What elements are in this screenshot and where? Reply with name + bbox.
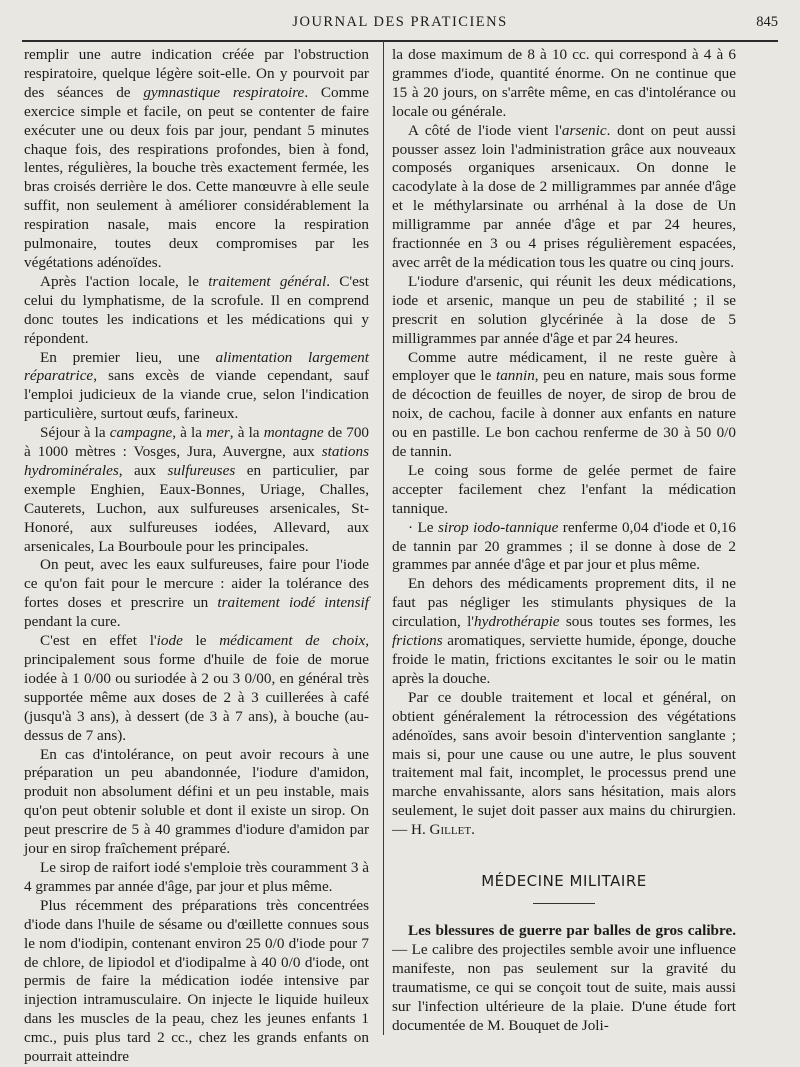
page-number: 845 xyxy=(756,14,778,30)
article-paragraph: Les blessures de guerre par balles de gros calibre. — Le calibre des projectiles semble avoir une influence manifeste, non pas seulement sur la gravité du traumatisme, ce qui se conçoit tout de suite, mais aussi sur l'infection ultérieure de la plaie. D'une étude fort documentée de M. Bouquet de Joli- xyxy=(392,921,736,1034)
paragraph: On peut, avec les eaux sulfureuses, faire pour l'iode ce qu'on fait pour le mercure : aider la tolérance des fortes doses et prescrire un traitement iodé intensif pendant la cure. xyxy=(24,556,369,631)
paragraph: Par ce double traitement et local et général, on obtient généralement la rétrocession des végétations adénoïdes, sans avoir besoin d'intervention sanglante ; mais si, pour une cause ou une autre, le plus souvent traitement mal fait, incomplet, le processus prend une marche envahissante, alors sans hésitation, mais alors seulement, le sujet doit passer aux mains du chirurgien. — H. Gillet. xyxy=(392,688,736,839)
paragraph: En cas d'intolérance, on peut avoir recours à une préparation un peu abandonnée, l'iodure d'amidon, produit non absolument défini et un peu instable, mais qu'on peut obtenir soluble et dont il existe un sirop. On peut prescrire de 5 à 40 grammes d'iodure d'amidon par jour en sirop fraîchement préparé. xyxy=(24,745,369,858)
article-title: Les blessures de guerre par balles de gros calibre. xyxy=(408,921,736,939)
header-rule xyxy=(22,40,778,42)
column-divider xyxy=(383,41,384,1035)
left-column xyxy=(24,46,369,1067)
paragraph: C'est en effet l'iode le médicament de choix, principalement sous forme d'huile de foie de morue iodée à 1 0/00 ou suriodée à 2 ou 3 0/00, en général très supportée même aux doses de 2 à 3 cuillerées à café (jusqu'à 3 ans), à dessert (de 3 à 7 ans), à bouche (au-dessus de 7 ans). xyxy=(24,632,369,744)
section-heading: MÉDECINE MILITAIRE xyxy=(481,872,647,891)
heading-rule xyxy=(533,903,595,904)
paragraph: · Le sirop iodo-tannique renferme 0,04 d'iode et 0,16 de tannin par 20 grammes ; il se donne à dose de 2 grammes par année d'âge et par jour et plus même. xyxy=(392,518,737,574)
paragraph: Comme autre médicament, il ne reste guère à employer que le tannin, peu en nature, mais sous forme de décoction de feuilles de noyer, de sirop de brou de noix, de cachou, facile à donner aux enfants en nature ou en pastille. Le bon cachou renferme de 30 à 50 0/0 de tannin. xyxy=(392,348,736,461)
page-header xyxy=(0,0,800,44)
paragraph: Après l'action locale, le traitement général. C'est celui du lymphatisme, de la scrofule. Il en comprend donc toutes les indications et les médications qui y répondent. xyxy=(24,272,369,347)
paragraph: A côté de l'iode vient l'arsenic. dont on peut aussi pousser assez loin l'administration grâce aux nouveaux composés organiques arsenicaux. On donne le cacodylate à la dose de 2 milligrammes par année d'âge et le méthylarsinate ou arrhénal à la dose de Un milligramme par année d'âge et par 24 heures, fractionnée en 3 ou 4 prises régulièrement espacées, avec arrêt de la médication tous les quatre ou cinq jours. xyxy=(392,121,736,271)
paragraph: L'iodure d'arsenic, qui réunit les deux médications, iode et arsenic, manque un peu de stabilité ; il se prescrit en solution glycérinée à la dose de 5 milligrammes par année d'âge et par 24 heures. xyxy=(392,272,736,347)
paragraph: En premier lieu, une alimentation largement réparatrice, sans excès de viande cependant, sauf l'emploi judicieux de la viande crue, selon l'indication particulière, surtout œufs, farineux. xyxy=(24,348,369,423)
paragraph: En dehors des médicaments proprement dits, il ne faut pas négliger les stimulants physiques de la circulation, l'hydrothérapie sous toutes ses formes, les frictions aromatiques, serviette humide, éponge, douche froide le matin, frictions excitantes le soir ou le matin après la douche. xyxy=(392,575,736,687)
paragraph: la dose maximum de 8 à 10 cc. qui correspond à 4 à 6 grammes d'iode, quantité énorme. On ne continue que 15 à 20 jours, on s'arrête même, en cas d'intolérance ou locale ou générale. xyxy=(392,46,736,120)
right-column xyxy=(392,46,736,1035)
section-heading-block xyxy=(392,872,736,904)
paragraph: Le sirop de raifort iodé s'emploie très couramment 3 à 4 grammes par année d'âge, par jour et plus même. xyxy=(24,858,369,895)
journal-title: JOURNAL DES PRATICIENS xyxy=(292,14,508,30)
paragraph: Le coing sous forme de gelée permet de faire accepter facilement chez l'enfant la médication tannique. xyxy=(392,461,736,517)
paragraph: remplir une autre indication créée par l'obstruction respiratoire, quelque légère soit-elle. On y pourvoit par des séances de gymnastique respiratoire. Comme exercice simple et facile, on peut se contenter de faire exécuter une ou deux fois par jour, pendant 5 minutes chaque fois, des respirations profondes, bien à fond, lentes, régulières, la bouche très exactement fermée, les bras croisés derrière le dos. Cette manœuvre à elle seule suffit, non seulement à améliorer considérablement la respiration nasale, mais encore la respiration pulmonaire, toutes deux compromises par les végétations adénoïdes. xyxy=(24,46,369,271)
author-signature: H. Gillet xyxy=(410,821,472,839)
paragraph: Plus récemment des préparations très concentrées d'iode dans l'huile de sésame ou d'œillette connues sous le nom d'iodipin, contenant environ 25 0/0 d'iode pour 7 de chlore, de lipiodol et d'iodipalme à 40 0/0 d'iode, ont permis de faire la médication iodée intensive par injection intramusculaire. On injecte le liquide huileux dans les muscles de la peau, chez les jeunes enfants 1 cmc., puis plus tard 2 cc., chez les grands enfants on pourrait atteindre xyxy=(24,896,369,1066)
paragraph: Séjour à la campagne, à la mer, à la montagne de 700 à 1000 mètres : Vosges, Jura, Auvergne, aux stations hydrominérales, aux sulfureuses en particulier, par exemple Enghien, Eaux-Bonnes, Uriage, Challes, Cauterets, Luchon, aux sulfureuses arsenicales, St-Honoré, aux sulfureuses iodées, Allevard, aux arsenicales, La Bourboule pour les principales. xyxy=(24,424,370,555)
